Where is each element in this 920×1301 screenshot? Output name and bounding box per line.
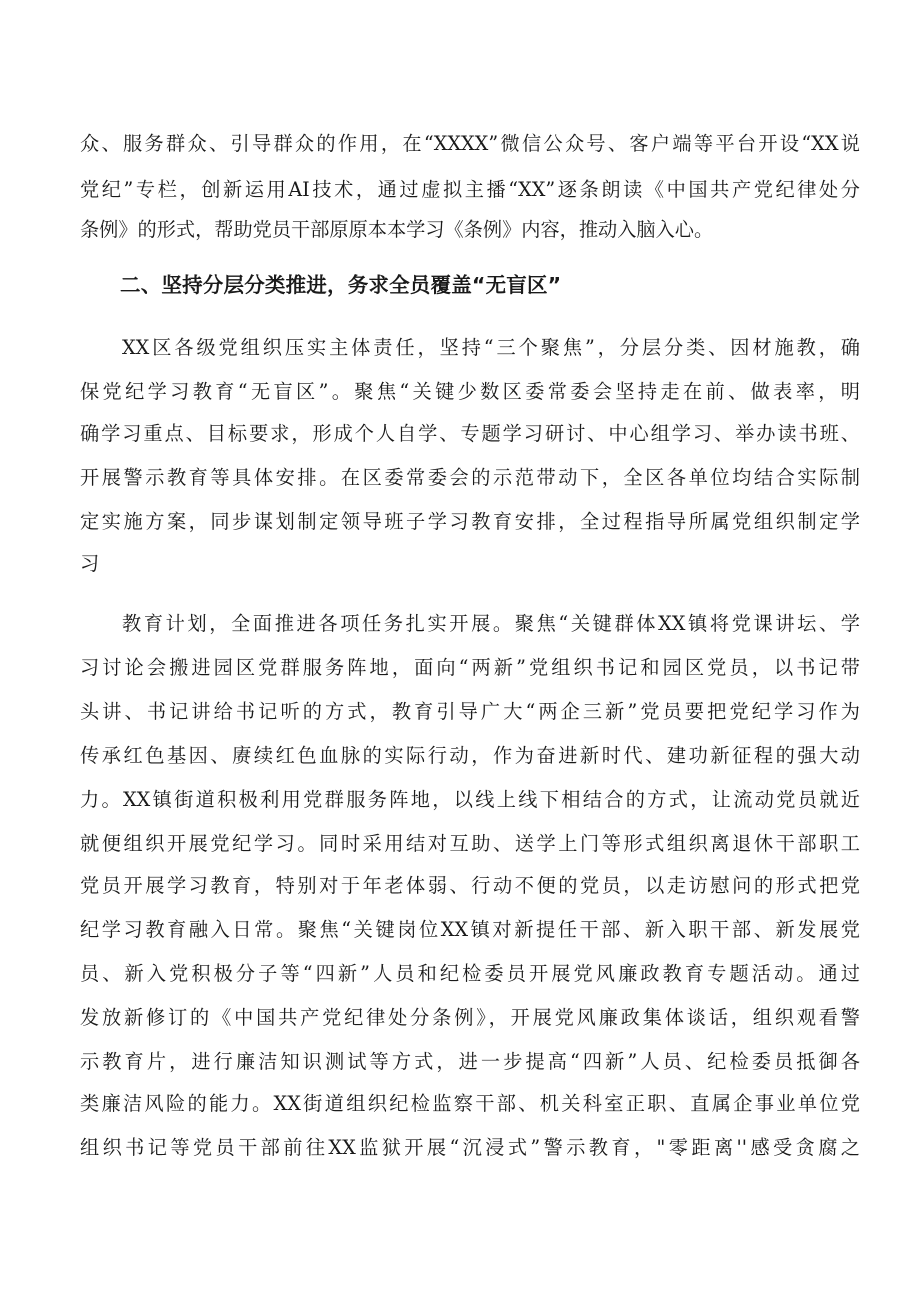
text-line: 纪学习教育融入日常。聚焦“关键岗位XX镇对新提任干部、新入职干部、新发展党	[80, 918, 860, 941]
text-line: 众、服务群众、引导群众的作用，在“XXXX”微信公众号、客户端等平台开设“XX说	[80, 132, 860, 155]
text-line: 保党纪学习教育“无盲区”。聚焦“关键少数区委常委会坚持走在前、做表率，明	[80, 380, 860, 403]
text-line: 教育计划，全面推进各项任务扎实开展。聚焦“关键群体XX镇将党课讲坛、学	[122, 612, 860, 635]
section-heading: 二、坚持分层分类推进，务求全员覆盖“无盲区”	[120, 273, 562, 297]
text-line: 条例》的形式，帮助党员干部原原本本学习《条例》内容，推动入脑入心。	[80, 218, 714, 241]
text-line: 员、新入党积极分子等“四新”人员和纪检委员开展党风廉政教育专题活动。通过	[80, 962, 860, 985]
text-line: 定实施方案，同步谋划制定领导班子学习教育安排，全过程指导所属党组织制定学	[80, 510, 860, 533]
text-line: 组织书记等党员干部前往XX监狱开展“沉浸式”警示教育，"零距离''感受贪腐之	[80, 1136, 860, 1159]
text-line: 习讨论会搬进园区党群服务阵地，面向“两新”党组织书记和园区党员，以书记带	[80, 656, 860, 679]
text-line: 类廉洁风险的能力。XX街道组织纪检监察干部、机关科室正职、直属企事业单位党	[80, 1092, 860, 1115]
text-line: 习	[80, 552, 100, 575]
text-line: 力。XX镇街道积极利用党群服务阵地，以线上线下相结合的方式，让流动党员就近	[80, 788, 860, 811]
text-line: 头讲、书记讲给书记听的方式，教育引导广大“两企三新”党员要把党纪学习作为	[80, 700, 860, 723]
text-line: XX区各级党组织压实主体责任，坚持“三个聚焦”，分层分类、因材施教，确	[122, 336, 860, 359]
text-line: 示教育片，进行廉洁知识测试等方式，进一步提高“四新”人员、纪检委员抵御各	[80, 1050, 860, 1073]
text-line: 发放新修订的《中国共产党纪律处分条例》，开展党风廉政集体谈话，组织观看警	[80, 1006, 860, 1029]
text-line: 开展警示教育等具体安排。在区委常委会的示范带动下，全区各单位均结合实际制	[80, 466, 860, 489]
text-line: 党员开展学习教育，特别对于年老体弱、行动不便的党员，以走访慰问的形式把党	[80, 874, 860, 897]
text-line: 传承红色基因、赓续红色血脉的实际行动，作为奋进新时代、建功新征程的强大动	[80, 744, 860, 767]
text-line: 确学习重点、目标要求，形成个人自学、专题学习研讨、中心组学习、举办读书班、	[80, 422, 860, 445]
text-line: 党纪”专栏，创新运用AI技术，通过虚拟主播“XX”逐条朗读《中国共产党纪律处分	[80, 178, 860, 201]
text-line: 就便组织开展党纪学习。同时采用结对互助、送学上门等形式组织离退休干部职工	[80, 832, 860, 855]
